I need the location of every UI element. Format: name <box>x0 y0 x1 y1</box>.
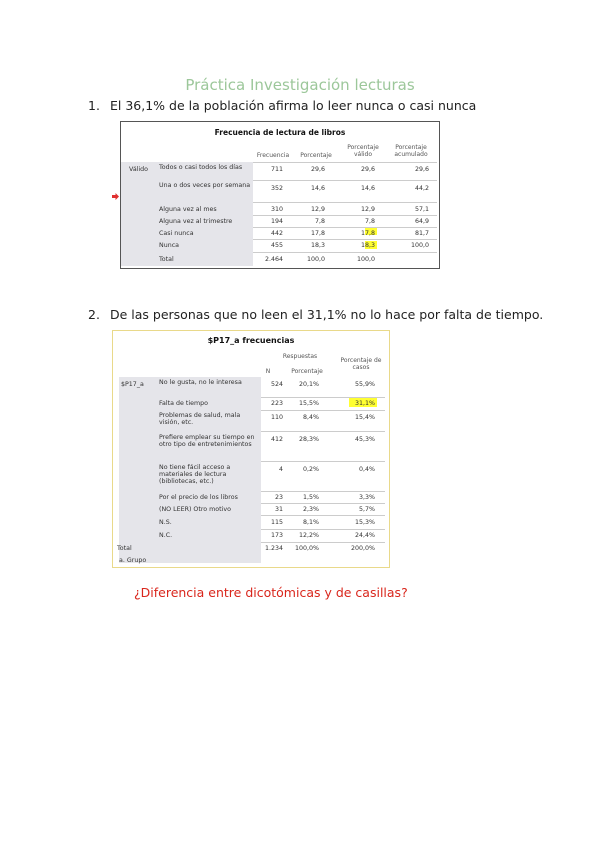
cell-cum: 100,0 <box>410 242 429 249</box>
cell-n: 1.234 <box>264 545 283 552</box>
cell-pct: 14,6 <box>310 185 325 192</box>
cell-valid: 14,6 <box>360 185 375 192</box>
row-divider <box>261 503 385 504</box>
header-n: N <box>265 368 271 375</box>
cell-n: 23 <box>274 494 283 501</box>
cell-valid: 17,8 <box>360 230 375 237</box>
reasons-table-caption: $P17_a frecuencias <box>207 336 295 345</box>
cell-valid: 7,8 <box>364 218 375 225</box>
cell-cases: 24,4% <box>354 532 375 539</box>
frequency-table-caption: Frecuencia de lectura de libros <box>214 128 346 137</box>
cell-pct: 8,1% <box>303 519 319 526</box>
header-porcentaje: Porcentaje <box>300 152 332 159</box>
cell-pct: 12,9 <box>310 206 325 213</box>
row-label: Por el precio de los libros <box>159 494 238 501</box>
cell-n: 524 <box>270 381 283 388</box>
row-divider <box>261 410 385 411</box>
cell-cum: 64,9 <box>414 218 429 225</box>
cell-valid: 12,9 <box>360 206 375 213</box>
cell-pct: 1,5% <box>303 494 319 501</box>
row-label: No tiene fácil acceso a materiales de lectura (bibliotecas, etc.) <box>159 464 231 485</box>
cell-n: 110 <box>270 414 283 421</box>
row-divider <box>261 397 385 398</box>
cell-pct: 18,3 <box>310 242 325 249</box>
cell-cum: 57,1 <box>414 206 429 213</box>
row-divider <box>261 461 385 462</box>
cell-cases: 31,1% <box>354 400 375 407</box>
cell-pct: 8,4% <box>303 414 319 421</box>
row-label: N.C. <box>159 532 173 539</box>
row-divider <box>261 431 385 432</box>
arrow-right-icon <box>112 193 119 200</box>
finding-2-text: De las personas que no leen el 31,1% no lo hace por falta de tiempo. <box>110 307 544 322</box>
cell-n: 173 <box>270 532 283 539</box>
header-porcentaje-acumulado: Porcentaje acumulado <box>394 144 428 158</box>
row-divider <box>261 491 385 492</box>
cell-cases: 45,3% <box>354 436 375 443</box>
finding-2-number: 2. <box>88 307 100 322</box>
row-divider <box>253 239 437 240</box>
header-porcentaje: Porcentaje <box>291 368 323 375</box>
row-divider <box>253 162 437 163</box>
cell-freq: 310 <box>270 206 283 213</box>
group-label: Válido <box>129 166 149 173</box>
reasons-table <box>112 330 390 568</box>
row-label: Prefiere emplear su tiempo en otro tipo de entretenimientos <box>159 434 255 448</box>
cell-cases: 15,3% <box>354 519 375 526</box>
row-divider <box>261 542 385 543</box>
group-label: $P17_a <box>121 381 144 388</box>
cell-freq: 2.464 <box>264 256 283 263</box>
cell-freq: 711 <box>270 166 283 173</box>
cell-n: 31 <box>274 506 283 513</box>
finding-2 <box>88 307 543 322</box>
cell-pct: 15,5% <box>298 400 319 407</box>
row-divider <box>261 529 385 530</box>
cell-pct: 2,3% <box>303 506 319 513</box>
cell-cum: 81,7 <box>414 230 429 237</box>
cell-cases: 55,9% <box>354 381 375 388</box>
row-label: (NO LEER) Otro motivo <box>159 506 231 513</box>
header-frecuencia: Frecuencia <box>256 152 290 159</box>
cell-valid: 18,3 <box>360 242 375 249</box>
cell-pct: 0,2% <box>303 466 319 473</box>
frequency-table <box>120 121 440 269</box>
cell-cases: 200,0% <box>350 545 375 552</box>
cell-pct: 28,3% <box>298 436 319 443</box>
cell-cases: 0,4% <box>359 466 375 473</box>
row-label: Nunca <box>159 242 180 249</box>
cell-valid: 100,0 <box>356 256 375 263</box>
cell-freq: 352 <box>270 185 283 192</box>
row-divider <box>261 515 385 516</box>
header-porcentaje-casos: Porcentaje de casos <box>340 357 382 371</box>
total-label: Total <box>117 545 132 552</box>
header-respuestas: Respuestas <box>282 353 318 360</box>
row-divider <box>253 202 437 203</box>
cell-pct: 7,8 <box>314 218 325 225</box>
cell-pct: 29,6 <box>310 166 325 173</box>
header-porcentaje-valido: Porcentaje válido <box>347 144 379 158</box>
cell-cum: 44,2 <box>414 185 429 192</box>
finding-1 <box>88 98 476 113</box>
cell-pct: 20,1% <box>298 381 319 388</box>
row-label: Alguna vez al trimestre <box>159 218 233 225</box>
row-divider <box>253 215 437 216</box>
row-label: Todos o casi todos los días <box>159 164 243 171</box>
row-label: Casi nunca <box>159 230 194 237</box>
row-divider <box>253 227 437 228</box>
row-label: N.S. <box>159 519 172 526</box>
cell-n: 115 <box>270 519 283 526</box>
row-label: Una o dos veces por semana <box>159 182 251 189</box>
cell-freq: 455 <box>270 242 283 249</box>
cell-n: 412 <box>270 436 283 443</box>
row-label: No le gusta, no le interesa <box>159 379 242 386</box>
row-divider <box>253 180 437 181</box>
question-text: ¿Diferencia entre dicotómicas y de casillas? <box>134 585 408 600</box>
cell-freq: 442 <box>270 230 283 237</box>
finding-1-number: 1. <box>88 98 100 113</box>
row-label: Total <box>159 256 174 263</box>
row-label: Falta de tiempo <box>159 400 208 407</box>
cell-pct: 17,8 <box>310 230 325 237</box>
row-label: Problemas de salud, mala visión, etc. <box>159 412 241 426</box>
row-divider <box>253 252 437 253</box>
row-label: Alguna vez al mes <box>159 206 217 213</box>
cell-pct: 100,0 <box>306 256 325 263</box>
cell-pct: 12,2% <box>298 532 319 539</box>
cell-cases: 3,3% <box>359 494 375 501</box>
cell-cases: 5,7% <box>359 506 375 513</box>
cell-freq: 194 <box>270 218 283 225</box>
cell-pct: 100,0% <box>294 545 319 552</box>
cell-n: 4 <box>278 466 283 473</box>
row-label-column <box>121 162 253 266</box>
cell-cases: 15,4% <box>354 414 375 421</box>
page-title: Práctica Investigación lecturas <box>185 76 415 94</box>
table-footnote: a. Grupo <box>119 557 147 564</box>
finding-1-text: El 36,1% de la población afirma lo leer nunca o casi nunca <box>110 98 477 113</box>
cell-cum: 29,6 <box>414 166 429 173</box>
cell-n: 223 <box>270 400 283 407</box>
cell-valid: 29,6 <box>360 166 375 173</box>
